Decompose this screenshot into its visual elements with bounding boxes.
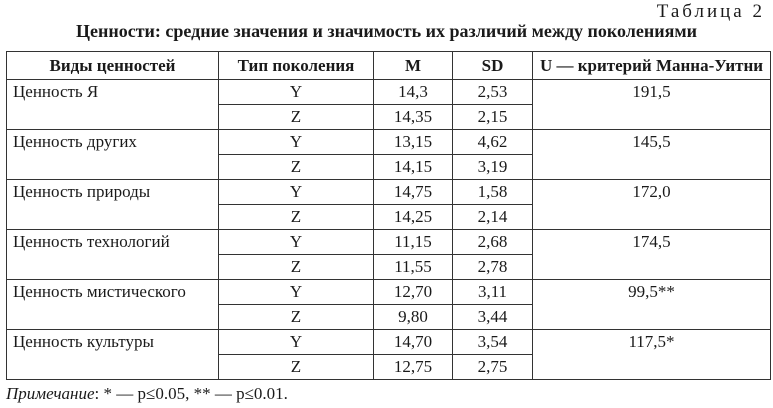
note-label: Примечание (6, 384, 95, 403)
generation-cell: Z (219, 355, 374, 380)
mann-whitney-cell: 145,5 (533, 130, 771, 180)
generation-cell: Y (219, 230, 374, 255)
mann-whitney-cell: 174,5 (533, 230, 771, 280)
sd-cell: 4,62 (453, 130, 533, 155)
header-sd: SD (453, 52, 533, 80)
mean-cell: 14,15 (374, 155, 453, 180)
sd-cell: 2,53 (453, 80, 533, 105)
mean-cell: 12,75 (374, 355, 453, 380)
generation-cell: Z (219, 255, 374, 280)
mean-cell: 9,80 (374, 305, 453, 330)
mann-whitney-cell: 191,5 (533, 80, 771, 130)
table-row (7, 280, 771, 305)
value-type-cell: Ценность мистического (7, 280, 219, 330)
sd-cell: 3,11 (453, 280, 533, 305)
generation-cell: Y (219, 130, 374, 155)
generation-cell: Y (219, 180, 374, 205)
generation-cell: Z (219, 305, 374, 330)
header-mann-whitney: U — критерий Манна-Уитни (533, 52, 771, 80)
generation-cell: Z (219, 155, 374, 180)
mean-cell: 14,25 (374, 205, 453, 230)
sd-cell: 3,44 (453, 305, 533, 330)
header-generation: Тип поколения (219, 52, 374, 80)
table-number-label: Таблица 2 (656, 1, 765, 22)
value-type-cell: Ценность других (7, 130, 219, 180)
table-note (6, 384, 288, 404)
table-title: Ценности: средние значения и значимость их различий между поколениями (75, 21, 698, 41)
mean-cell: 14,70 (374, 330, 453, 355)
sd-cell: 3,19 (453, 155, 533, 180)
mean-cell: 14,35 (374, 105, 453, 130)
table-row (7, 330, 771, 355)
table-body (7, 80, 771, 380)
note-text: : * — p≤0.05, ** — p≤0.01. (94, 384, 288, 403)
sd-cell: 2,78 (453, 255, 533, 280)
generation-cell: Z (219, 105, 374, 130)
header-value-type: Виды ценностей (7, 52, 219, 80)
sd-cell: 2,14 (453, 205, 533, 230)
sd-cell: 1,58 (453, 180, 533, 205)
value-type-cell: Ценность Я (7, 80, 219, 130)
mean-cell: 14,3 (374, 80, 453, 105)
mann-whitney-cell: 172,0 (533, 180, 771, 230)
values-table (6, 51, 771, 380)
value-type-cell: Ценность культуры (7, 330, 219, 380)
table-row (7, 180, 771, 205)
sd-cell: 2,75 (453, 355, 533, 380)
header-row (7, 52, 771, 80)
table-row (7, 80, 771, 105)
mann-whitney-cell: 117,5* (533, 330, 771, 380)
header-mean: M (374, 52, 453, 80)
sd-cell: 2,15 (453, 105, 533, 130)
table-row (7, 130, 771, 155)
generation-cell: Y (219, 280, 374, 305)
sd-cell: 3,54 (453, 330, 533, 355)
table-row (7, 230, 771, 255)
mean-cell: 13,15 (374, 130, 453, 155)
generation-cell: Y (219, 330, 374, 355)
mean-cell: 11,15 (374, 230, 453, 255)
generation-cell: Z (219, 205, 374, 230)
mean-cell: 12,70 (374, 280, 453, 305)
generation-cell: Y (219, 80, 374, 105)
mean-cell: 11,55 (374, 255, 453, 280)
sd-cell: 2,68 (453, 230, 533, 255)
mean-cell: 14,75 (374, 180, 453, 205)
value-type-cell: Ценность природы (7, 180, 219, 230)
mann-whitney-cell: 99,5** (533, 280, 771, 330)
value-type-cell: Ценность технологий (7, 230, 219, 280)
